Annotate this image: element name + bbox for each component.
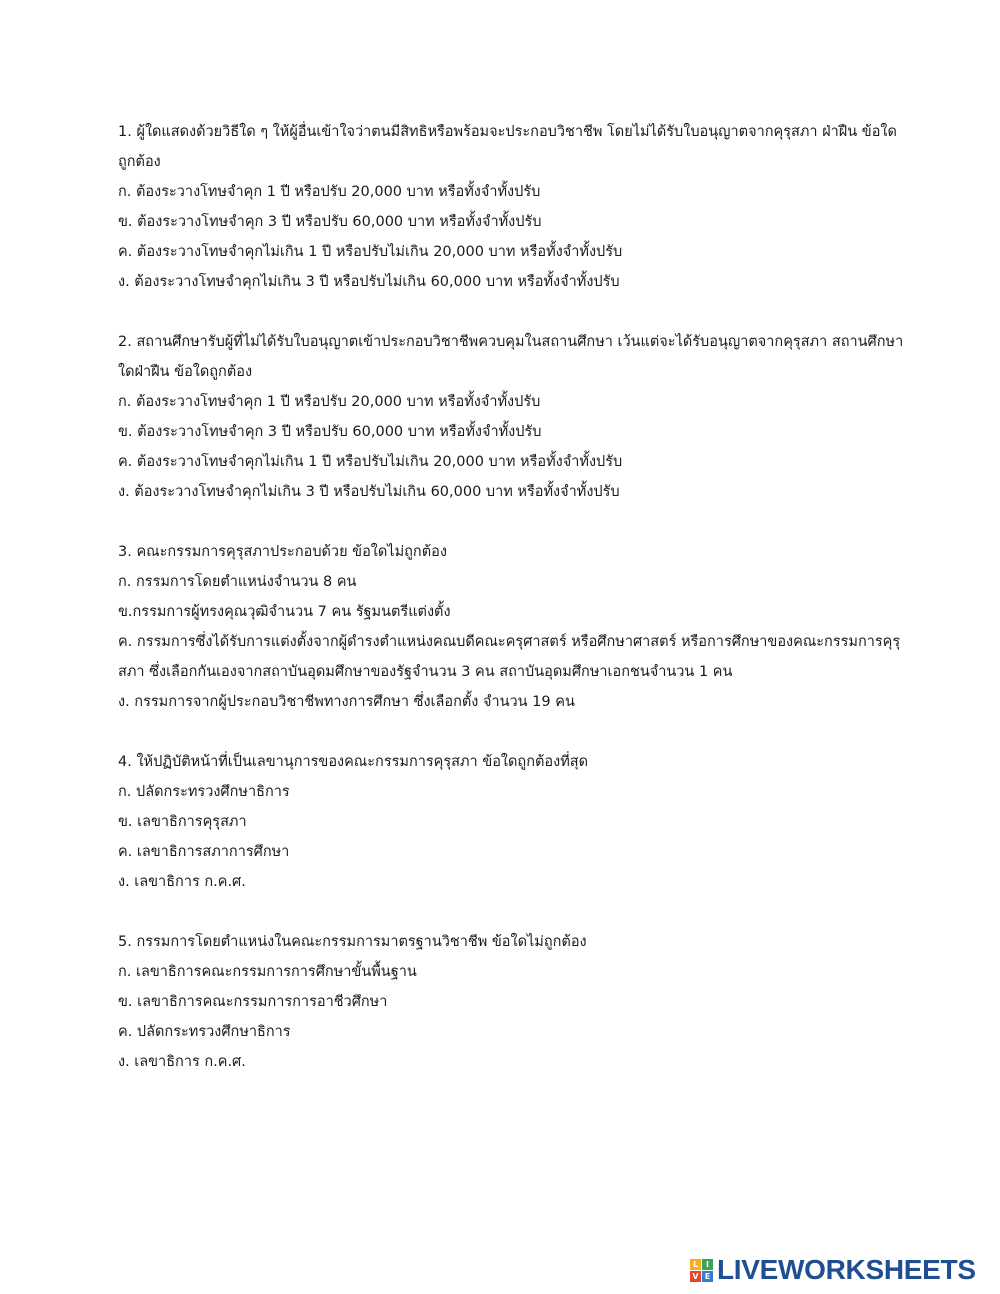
question-2 bbox=[118, 327, 904, 507]
live-icon-letter-v: V bbox=[690, 1271, 701, 1282]
question-1 bbox=[118, 117, 897, 297]
question-3-text: 3. คณะกรรมการคุรุสภาประกอบด้วย ข้อใดไม่ถูกต้อง bbox=[118, 544, 447, 560]
live-icon-letter-e: E bbox=[702, 1271, 713, 1282]
question-4-option-c: ค. เลขาธิการสภาการศึกษา bbox=[118, 844, 290, 860]
question-2-text-cont: ใดฝ่าฝืน ข้อใดถูกต้อง bbox=[118, 364, 253, 380]
question-3-option-c-cont: สภา ซึ่งเลือกกันเองจากสถาบันอุดมศึกษาของรัฐจำนวน 3 คน สถาบันอุดมศึกษาเอกชนจำนวน 1 คน bbox=[118, 664, 733, 680]
question-1-option-c: ค. ต้องระวางโทษจำคุกไม่เกิน 1 ปี หรือปรับไม่เกิน 20,000 บาท หรือทั้งจำทั้งปรับ bbox=[118, 244, 623, 260]
question-2-text: 2. สถานศึกษารับผู้ที่ไม่ได้รับใบอนุญาตเข้าประกอบวิชาชีพควบคุมในสถานศึกษา เว้นแต่จะได้รับอนุญาตจากคุรุสภา สถานศึกษา bbox=[118, 334, 904, 350]
live-icon-letter-i: I bbox=[702, 1259, 713, 1270]
worksheet bbox=[118, 117, 904, 1107]
question-1-option-b: ข. ต้องระวางโทษจำคุก 3 ปี หรือปรับ 60,000 บาท หรือทั้งจำทั้งปรับ bbox=[118, 214, 542, 230]
question-5-option-b: ข. เลขาธิการคณะกรรมการการอาชีวศึกษา bbox=[118, 994, 388, 1010]
question-4-option-b: ข. เลขาธิการคุรุสภา bbox=[118, 814, 247, 830]
question-1-option-a: ก. ต้องระวางโทษจำคุก 1 ปี หรือปรับ 20,000 บาท หรือทั้งจำทั้งปรับ bbox=[118, 184, 541, 200]
question-2-option-b: ข. ต้องระวางโทษจำคุก 3 ปี หรือปรับ 60,000 บาท หรือทั้งจำทั้งปรับ bbox=[118, 424, 542, 440]
question-5-option-a: ก. เลขาธิการคณะกรรมการการศึกษาขั้นพื้นฐาน bbox=[118, 964, 417, 980]
question-4-text: 4. ให้ปฏิบัติหน้าที่เป็นเลขานุการของคณะกรรมการคุรุสภา ข้อใดถูกต้องที่สุด bbox=[118, 754, 589, 770]
live-icon bbox=[690, 1259, 713, 1282]
question-4-option-d: ง. เลขาธิการ ก.ค.ศ. bbox=[118, 874, 246, 890]
question-5 bbox=[118, 927, 888, 1077]
question-5-option-c: ค. ปลัดกระทรวงศึกษาธิการ bbox=[118, 1024, 291, 1040]
question-3-option-a: ก. กรรมการโดยตำแหน่งจำนวน 8 คน bbox=[118, 574, 357, 590]
question-3-option-d: ง. กรรมการจากผู้ประกอบวิชาชีพทางการศึกษา ซึ่งเลือกตั้ง จำนวน 19 คน bbox=[118, 694, 575, 710]
question-2-option-a: ก. ต้องระวางโทษจำคุก 1 ปี หรือปรับ 20,000 บาท หรือทั้งจำทั้งปรับ bbox=[118, 394, 541, 410]
question-1-text-cont: ถูกต้อง bbox=[118, 154, 161, 170]
question-2-option-c: ค. ต้องระวางโทษจำคุกไม่เกิน 1 ปี หรือปรับไม่เกิน 20,000 บาท หรือทั้งจำทั้งปรับ bbox=[118, 454, 623, 470]
question-1-option-d: ง. ต้องระวางโทษจำคุกไม่เกิน 3 ปี หรือปรับไม่เกิน 60,000 บาท หรือทั้งจำทั้งปรับ bbox=[118, 274, 620, 290]
liveworksheets-logo bbox=[690, 1254, 976, 1286]
live-icon-letter-l: L bbox=[690, 1259, 701, 1270]
question-5-text: 5. กรรมการโดยตำแหน่งในคณะกรรมการมาตรฐานวิชาชีพ ข้อใดไม่ถูกต้อง bbox=[118, 934, 587, 950]
brand-wordmark: LIVEWORKSHEETS bbox=[717, 1254, 976, 1285]
question-2-option-d: ง. ต้องระวางโทษจำคุกไม่เกิน 3 ปี หรือปรับไม่เกิน 60,000 บาท หรือทั้งจำทั้งปรับ bbox=[118, 484, 620, 500]
question-4 bbox=[118, 747, 888, 897]
question-3-option-c: ค. กรรมการซึ่งได้รับการแต่งตั้งจากผู้ดำรงตำแหน่งคณบดีคณะครุศาสตร์ หรือศึกษาศาสตร์ หรือการศึกษาของคณะกรรมการคุรุ bbox=[118, 634, 901, 650]
question-3-option-b: ข.กรรมการผู้ทรงคุณวุฒิจำนวน 7 คน รัฐมนตรีแต่งตั้ง bbox=[118, 604, 451, 620]
question-4-option-a: ก. ปลัดกระทรวงศึกษาธิการ bbox=[118, 784, 290, 800]
question-5-option-d: ง. เลขาธิการ ก.ค.ศ. bbox=[118, 1054, 246, 1070]
question-1-text: 1. ผู้ใดแสดงด้วยวิธีใด ๆ ให้ผู้อื่นเข้าใจว่าตนมีสิทธิหรือพร้อมจะประกอบวิชาชีพ โดยไม่ได้รับใบอนุญาตจากคุรุสภา ฝ่าฝืน ข้อใด bbox=[118, 124, 897, 140]
question-3 bbox=[118, 537, 901, 717]
